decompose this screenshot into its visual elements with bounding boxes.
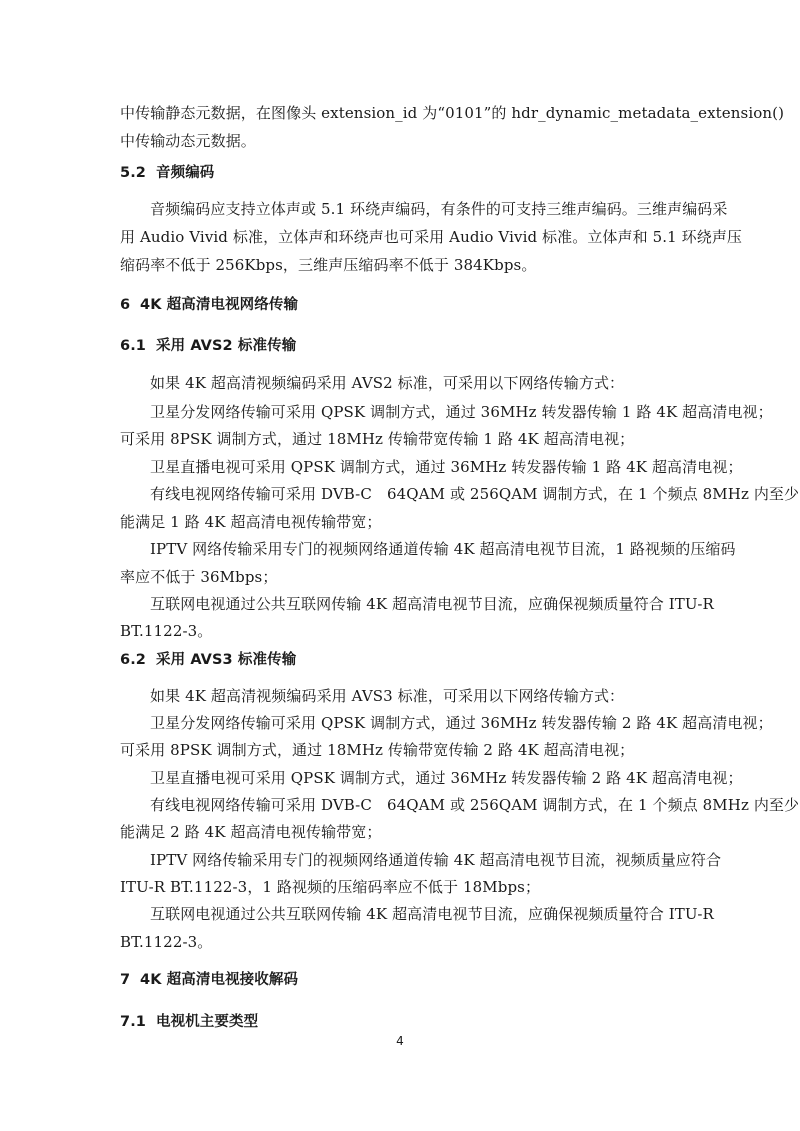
paragraph-line: 如果 4K 超高清视频编码采用 AVS3 标准，可采用以下网络传输方式： <box>150 687 625 705</box>
paragraph-line: 卫星直播电视可采用 QPSK 调制方式，通过 36MHz 转发器传输 1 路 4K 超高清电视； <box>150 458 743 476</box>
section-number: 6.2 <box>120 652 146 668</box>
page-number: 4 <box>396 1034 404 1048</box>
paragraph-line: 互联网电视通过公共互联网传输 4K 超高清电视节目流，应确保视频质量符合 ITU-R <box>150 905 714 923</box>
section-title: 电视机主要类型 <box>156 1014 259 1030</box>
paragraph-line: BT.1122-3。 <box>120 622 213 640</box>
section-heading-6-2 <box>120 650 690 670</box>
paragraph-line: 有线电视网络传输可采用 DVB-C 64QAM 或 256QAM 调制方式，在 1 个频点 8MHz 内至少 <box>150 796 800 814</box>
section-title: 采用 AVS3 标准传输 <box>156 652 297 668</box>
section-heading-5-2 <box>120 163 690 183</box>
section-number: 6.1 <box>120 338 146 354</box>
paragraph-line: 能满足 2 路 4K 超高清电视传输带宽； <box>120 823 382 841</box>
section-heading-6-1 <box>120 336 690 356</box>
paragraph-line: 互联网电视通过公共互联网传输 4K 超高清电视节目流，应确保视频质量符合 ITU-R <box>150 595 714 613</box>
section-heading-7 <box>120 970 690 990</box>
section-number: 7 <box>120 972 131 988</box>
paragraph-line: 卫星直播电视可采用 QPSK 调制方式，通过 36MHz 转发器传输 2 路 4K 超高清电视； <box>150 769 743 787</box>
section-number: 5.2 <box>120 165 146 181</box>
section-title: 音频编码 <box>156 165 215 181</box>
paragraph-line: 如果 4K 超高清视频编码采用 AVS2 标准，可采用以下网络传输方式： <box>150 374 625 392</box>
paragraph-line: 卫星分发网络传输可采用 QPSK 调制方式，通过 36MHz 转发器传输 1 路 4K 超高清电视； <box>150 403 773 421</box>
paragraph-line: 可采用 8PSK 调制方式，通过 18MHz 传输带宽传输 1 路 4K 超高清电视； <box>120 430 635 448</box>
paragraph-line: IPTV 网络传输采用专门的视频网络通道传输 4K 超高清电视节目流，视频质量应符合 <box>150 851 722 869</box>
paragraph-line: 率应不低于 36Mbps； <box>120 568 278 586</box>
paragraph-line: 用 Audio Vivid 标准，立体声和环绕声也可采用 Audio Vivid 标准。立体声和 5.1 环绕声压 <box>120 228 743 246</box>
paragraph-line: 中传输静态元数据，在图像头 extension_id 为“0101”的 hdr_dynamic_metadata_extension() <box>120 104 785 122</box>
section-title: 4K 超高清电视接收解码 <box>140 972 299 988</box>
section-title: 采用 AVS2 标准传输 <box>156 338 297 354</box>
section-heading-7-1 <box>120 1012 690 1032</box>
section-number: 6 <box>120 297 131 313</box>
paragraph-line: 缩码率不低于 256Kbps，三维声压缩码率不低于 384Kbps。 <box>120 256 537 274</box>
paragraph-line: 有线电视网络传输可采用 DVB-C 64QAM 或 256QAM 调制方式，在 1 个频点 8MHz 内至少 <box>150 485 800 503</box>
section-heading-6 <box>120 295 690 315</box>
paragraph-line: IPTV 网络传输采用专门的视频网络通道传输 4K 超高清电视节目流，1 路视频的压缩码 <box>150 540 736 558</box>
paragraph-line: 能满足 1 路 4K 超高清电视传输带宽； <box>120 513 382 531</box>
section-number: 7.1 <box>120 1014 146 1030</box>
paragraph-line: 音频编码应支持立体声或 5.1 环绕声编码，有条件的可支持三维声编码。三维声编码采 <box>150 200 728 218</box>
paragraph-line: 中传输动态元数据。 <box>120 132 256 150</box>
paragraph-line: BT.1122-3。 <box>120 933 213 951</box>
section-title: 4K 超高清电视网络传输 <box>140 297 299 313</box>
paragraph-line: 卫星分发网络传输可采用 QPSK 调制方式，通过 36MHz 转发器传输 2 路 4K 超高清电视； <box>150 714 773 732</box>
paragraph-line: ITU-R BT.1122-3，1 路视频的压缩码率应不低于 18Mbps； <box>120 878 541 896</box>
paragraph-line: 可采用 8PSK 调制方式，通过 18MHz 传输带宽传输 2 路 4K 超高清电视； <box>120 741 635 759</box>
